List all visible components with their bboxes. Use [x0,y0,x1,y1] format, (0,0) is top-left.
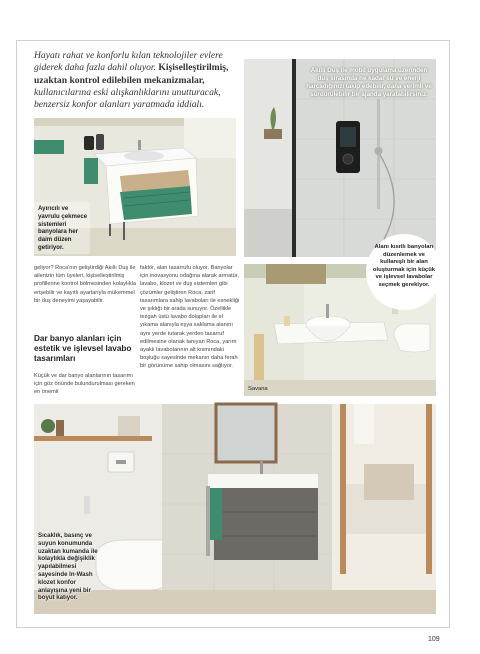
photo-small-bathroom [244,244,436,396]
shower-caption: Akıllı Duş ile mobil uygulama üzerinden duş sırasında ne kadar su ve enerji harcadığınızı takip edebilir, daha verimli ve sürdürülebilir bir ajanda yaratabilirsiniz. [306,67,432,98]
page-number: 109 [428,636,440,643]
left-column-subhead: Dar banyo alanları için estetik ve işlevsel lavabo tasarımları [34,334,132,363]
intro-italic-1: Hayatı rahat ve konforlu kılan teknolojiler evlere giderek daha fazla dahil oluyor. [34,50,223,74]
photo-inwash-bathroom [34,404,436,614]
intro-italic-2: kullanıcılarına eski alışkanlıklarını unutturacak, benzersiz konfor alanları yaratmada iddialı. [34,86,221,111]
left-column-p1: geliyor? Roca'nın geliştirdiği Akıllı Duş ile ailenizin tüm üyeleri, kişiselleştirilmiş profillerine kontrol bölmesinden kolaylıkla erişebilir ve kayıtlı ayarlarıyla mükemmel bir duş deneyimi yaşayabilir. [34,265,136,304]
photo-smart-shower [244,59,436,257]
photo-cabinet-drawers [34,118,236,256]
small-bath-caption: Alanı kısıtlı banyoları düzenlemek ve kullanışlı bir alan oluşturmak için küçük ve işlevsel lavabolar seçmek gerekiyor. [372,244,436,288]
savana-label: Savana [248,386,268,392]
right-column-p1: faktör, alan tasarrufu oluyor. Banyolar için inovasyonu odağına alarak armatür, lavabo, klozet ve duş sistemleri gibi çözümler geliştiren Roca, zarif tasarımlara sahip lavaboları ile esnekliği ve şıklığı bir arada sunuyor. Özellikle tezgah üstü lavabo dolapları ile el yıkama alanıyla eşya saklama alanını aynı yerde tutarak yerden tasarruf edilmesine olanak tanıyan Roca, yarım ayaklı lavabolarının alt kısmındaki boşluğu sayesinde mekanın daha ferah bir görünüme sahip olmasını sağlıyor. [140,265,240,370]
left-column-p2: Küçük ve dar banyo alanlarının tasarımı için göz önünde bulundurulması gereken en önemli [34,373,135,396]
intro-bold: Kişiselleştirilmiş, uzaktan kontrol edilebilen mekanizmalar, [34,62,229,86]
intro-paragraph [34,50,240,111]
inwash-caption: Sıcaklık, basınç ve suyun konumunda uzaktan kumanda ile kolaylıkla değişiklik yapılabilmesi sayesinde In-Wash klozet konfor anlayışına yeni bir boyut katıyor. [38,532,98,602]
drawers-caption: Ayırıcılı ve yavrulu çekmece sistemleri banyolara her daim düzen getiriyor. [38,205,88,251]
